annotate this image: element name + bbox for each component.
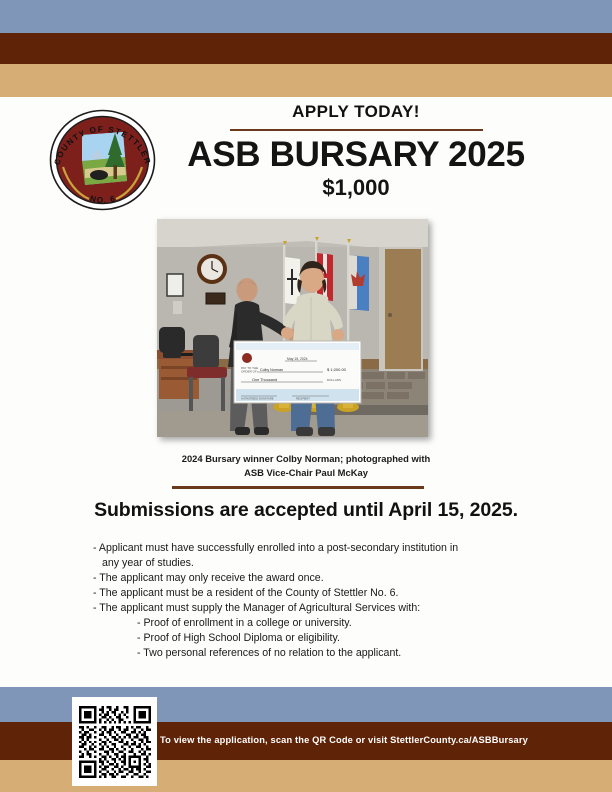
requirement-subitem: - Proof of High School Diploma or eligibility. xyxy=(137,632,340,645)
photo-caption-line-1: 2024 Bursary winner Colby Norman; photographed with xyxy=(181,453,431,464)
requirements-list xyxy=(84,541,540,661)
requirement-item xyxy=(84,601,540,661)
deadline-text: Submissions are accepted until April 15, 2025. xyxy=(94,499,518,521)
svg-text:AUTHORIZED SIGNATURE: AUTHORIZED SIGNATURE xyxy=(241,397,274,401)
requirement-continuation: any year of studies. xyxy=(102,557,194,570)
cheque-amount: $ 1,000.00 xyxy=(327,367,346,372)
requirement-text: - The applicant must supply the Manager of Agricultural Services with: xyxy=(93,602,421,615)
award-amount: $1,000 xyxy=(322,175,390,201)
apply-today-eyebrow: APPLY TODAY! xyxy=(292,102,420,121)
svg-text:ORDER OF: ORDER OF xyxy=(241,369,257,374)
page-title: ASB BURSARY 2025 xyxy=(187,135,525,175)
footer-instruction-text: To view the application, scan the QR Code or visit StettlerCounty.ca/ASBBursary xyxy=(160,735,528,745)
award-photo xyxy=(157,219,428,437)
svg-text:RECIPIENT: RECIPIENT xyxy=(296,397,310,401)
photo-caption xyxy=(106,452,506,479)
seal-top-text: COUNTY OF STETTLER xyxy=(52,124,153,167)
photo-caption-line-2: ASB Vice-Chair Paul McKay xyxy=(244,466,368,478)
requirement-item xyxy=(84,586,540,601)
qr-code[interactable] xyxy=(72,697,157,786)
requirement-item xyxy=(84,541,540,571)
requirement-item xyxy=(84,571,540,586)
top-band-tan xyxy=(0,64,612,97)
cheque-words: One Thousand xyxy=(252,378,278,382)
svg-text:May 15, 2024: May 15, 2024 xyxy=(287,357,308,361)
svg-text:PAY TO THE: PAY TO THE xyxy=(241,366,259,370)
title-divider-rule xyxy=(230,129,483,132)
requirement-subitem: - Two personal references of no relation to the applicant. xyxy=(137,647,402,660)
requirement-text: - The applicant may only receive the award once. xyxy=(93,572,324,585)
top-band-blue xyxy=(0,0,612,33)
qr-code-icon xyxy=(79,706,151,778)
county-seal-logo xyxy=(49,109,156,211)
svg-text:Colby Norman: Colby Norman xyxy=(260,368,283,372)
title-block xyxy=(156,100,556,201)
top-band-brown xyxy=(0,33,612,64)
award-photo-image xyxy=(157,219,428,437)
caption-divider-rule xyxy=(172,486,424,489)
requirement-text: - Applicant must have successfully enrolled into a post-secondary institution in xyxy=(93,542,459,554)
svg-text:DOLLARS: DOLLARS xyxy=(327,378,342,382)
seal-bottom-text: NO. 6 xyxy=(88,193,118,206)
requirement-text: - The applicant must be a resident of the County of Stettler No. 6. xyxy=(93,587,399,600)
requirement-subitem: - Proof of enrollment in a college or university. xyxy=(137,617,352,630)
